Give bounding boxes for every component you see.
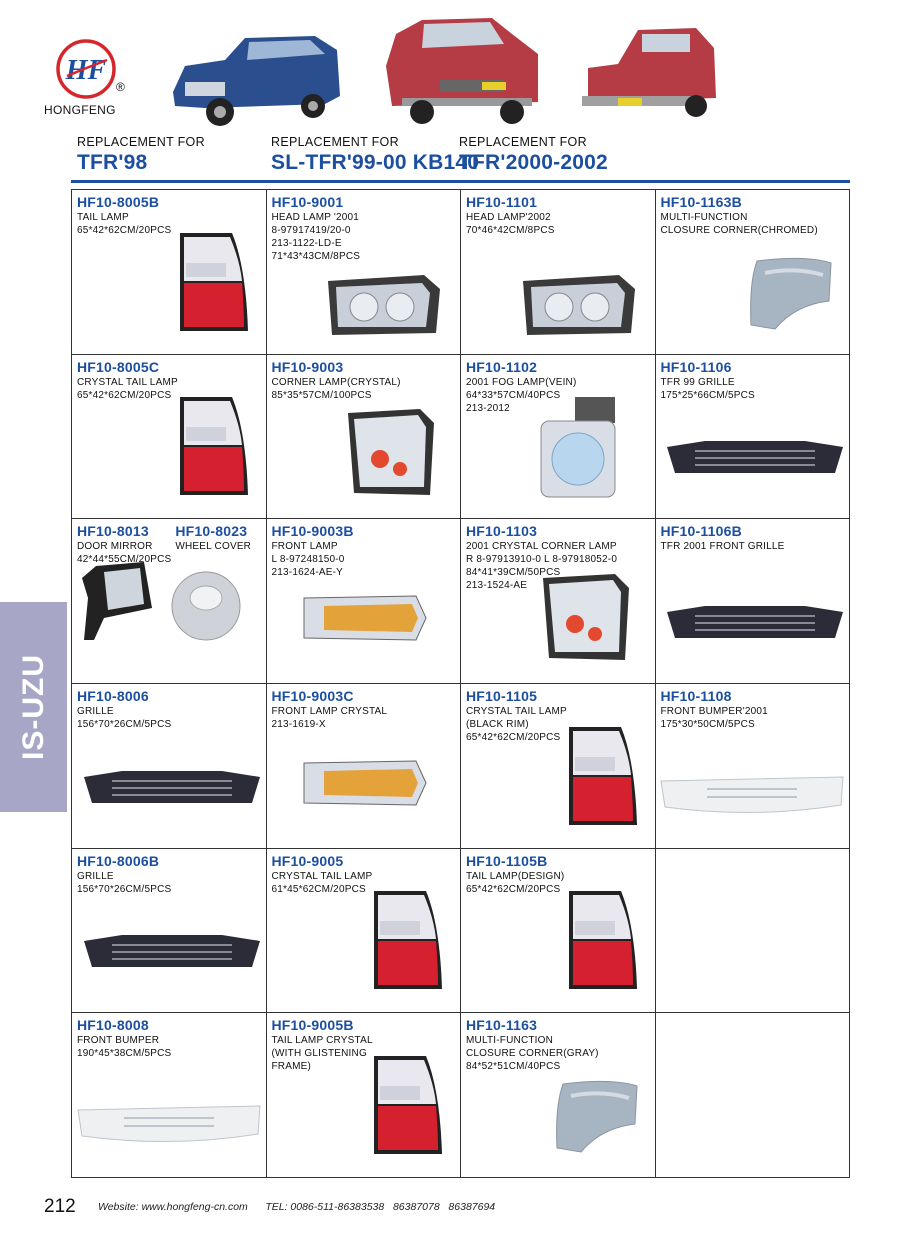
product-info	[661, 194, 845, 237]
product-info	[466, 194, 650, 237]
part-description: CRYSTAL TAIL LAMP	[466, 706, 567, 717]
part-description: 213-1122-LD-E	[271, 238, 342, 249]
part-description: 156*70*26CM/5PCS	[77, 719, 172, 730]
registered-mark: ®	[116, 80, 125, 94]
product-cell	[72, 190, 267, 355]
product-info	[77, 688, 261, 731]
part-code: HF10-8005C	[77, 358, 160, 375]
part-description: TAIL LAMP CRYSTAL	[271, 1035, 373, 1047]
part-code: HF10-8013	[77, 523, 149, 540]
part-description: 70*46*42CM/8PCS	[466, 225, 555, 236]
product-cell	[461, 190, 656, 355]
header-divider	[71, 180, 850, 183]
part-code: HF10-9005	[271, 852, 344, 869]
part-description: 2001 CRYSTAL CORNER LAMP	[466, 541, 617, 553]
product-cell	[656, 519, 851, 684]
part-code: HF10-9003C	[271, 688, 354, 704]
corner-lamp-image	[340, 403, 440, 508]
part-description: L 8-97248150-0	[271, 554, 345, 566]
grille-image	[82, 763, 262, 818]
tail-lamp-image	[366, 885, 446, 1000]
product-cell	[656, 355, 851, 520]
front-lamp-image	[300, 588, 430, 653]
grille-image	[665, 433, 845, 488]
part-code: HF10-9005B	[271, 1017, 354, 1034]
replacement-label: REPLACEMENT FOR	[459, 135, 587, 149]
part-description: 2001 FOG LAMP(VEIN)	[466, 376, 577, 388]
empty-cell	[656, 1013, 851, 1178]
replacement-label: REPLACEMENT FOR	[271, 135, 399, 149]
product-cell	[461, 355, 656, 520]
part-description: (WITH GLISTENING	[271, 1048, 367, 1060]
part-description: HEAD LAMP '2001	[271, 212, 360, 223]
product-info	[272, 194, 456, 263]
closure-corner-image	[745, 253, 835, 338]
product-cell	[461, 849, 656, 1014]
part-description: 213-1524-AE	[466, 580, 528, 592]
red-pickup-truck-image	[382, 14, 542, 128]
part-code: HF10-1105B	[466, 852, 548, 869]
part-description: WHEEL COVER	[175, 541, 252, 553]
part-description: TAIL LAMP(DESIGN)	[466, 870, 565, 882]
product-cell	[72, 355, 267, 520]
part-description: 8-97917419/20-0	[271, 225, 351, 236]
part-code: HF10-1106B	[660, 523, 742, 540]
model-name: TFR'98	[77, 151, 148, 174]
part-description: 156*70*26CM/5PCS	[77, 883, 172, 895]
part-description: 213-1624-AE-Y	[271, 567, 344, 579]
part-code: HF10-1163B	[660, 194, 742, 210]
product-info	[272, 523, 456, 579]
part-code: HF10-9003	[271, 358, 344, 375]
page-number: 212	[44, 1196, 76, 1217]
part-code: HF10-1163	[466, 1017, 538, 1034]
part-description: TFR 2001 FRONT GRILLE	[660, 541, 785, 553]
part-description: 65*42*62CM/20PCS	[466, 883, 561, 895]
part-description: 61*45*62CM/20PCS	[271, 883, 366, 895]
part-code: HF10-8005B	[77, 194, 160, 210]
product-cell	[656, 190, 851, 355]
product-cell	[461, 684, 656, 849]
svg-text:HF: HF	[65, 55, 107, 86]
part-description: MULTI-FUNCTION	[466, 1035, 554, 1047]
part-code: HF10-8006B	[77, 852, 160, 869]
part-description: FRAME)	[271, 1061, 312, 1073]
tail-lamp-image	[172, 391, 252, 506]
product-cell	[267, 684, 462, 849]
head-lamp-image	[519, 269, 639, 344]
fog-lamp-image	[535, 395, 625, 510]
model-name: TFR'2000-2002	[459, 151, 608, 174]
product-info	[661, 688, 845, 731]
tel-text: TEL: 0086-511-86383538 86387078 86387694	[265, 1201, 496, 1213]
product-cell	[267, 1013, 462, 1178]
product-cell	[72, 849, 267, 1014]
part-description: FRONT BUMPER'2001	[660, 706, 768, 717]
door-mirror-and-wheel-cover-image	[74, 558, 244, 653]
part-description: 213-2012	[466, 402, 510, 414]
part-description: DOOR MIRROR	[77, 541, 153, 553]
brand-name: HONGFENG	[44, 103, 116, 117]
corner-lamp-image	[535, 568, 635, 673]
part-description: HEAD LAMP'2002	[466, 212, 551, 223]
part-description: 175*30*50CM/5PCS	[660, 719, 755, 730]
product-info	[661, 359, 845, 402]
tail-lamp-image	[561, 721, 641, 836]
tail-lamp-image	[172, 227, 252, 342]
part-description: MULTI-FUNCTION	[660, 212, 748, 223]
front-lamp-image	[300, 753, 430, 818]
closure-corner-image	[551, 1076, 641, 1161]
product-cell	[72, 519, 267, 684]
product-cell	[267, 519, 462, 684]
part-description: TAIL LAMP	[77, 212, 129, 223]
website-text: Website: www.hongfeng-cn.com	[98, 1201, 248, 1213]
part-description: FRONT LAMP CRYSTAL	[271, 706, 388, 717]
part-code: HF10-1105	[466, 688, 538, 704]
product-cell	[267, 355, 462, 520]
part-description: 64*33*57CM/40PCS	[466, 389, 561, 401]
blue-pickup-truck-image	[165, 26, 345, 130]
part-description: GRILLE	[77, 706, 114, 717]
part-description: 85*35*57CM/100PCS	[271, 389, 372, 401]
part-description: 65*42*62CM/20PCS	[77, 225, 172, 236]
part-description: TFR 99 GRILLE	[660, 376, 735, 388]
part-description: CRYSTAL TAIL LAMP	[77, 376, 178, 388]
part-code: HF10-8023	[175, 523, 248, 540]
part-code: HF10-1106	[660, 358, 732, 375]
side-tab	[0, 602, 67, 812]
product-cell	[267, 849, 462, 1014]
part-description: 190*45*38CM/5PCS	[77, 1048, 172, 1060]
part-description: CLOSURE CORNER(CHROMED)	[660, 225, 818, 236]
product-cell	[461, 519, 656, 684]
grille-image	[82, 927, 262, 982]
part-description: 175*25*66CM/5PCS	[660, 389, 755, 401]
part-code: HF10-9003B	[271, 523, 354, 540]
product-cell	[267, 190, 462, 355]
part-description: (BLACK RIM)	[466, 719, 529, 730]
part-description: 65*42*62CM/20PCS	[466, 732, 561, 743]
product-info	[272, 359, 456, 402]
replacement-header-1	[77, 135, 205, 175]
hongfeng-logo	[55, 38, 117, 100]
part-description: 65*42*62CM/20PCS	[77, 389, 172, 401]
part-code: HF10-1103	[466, 523, 538, 540]
part-description: GRILLE	[77, 870, 114, 882]
product-info	[272, 688, 456, 731]
product-info	[466, 1017, 650, 1073]
replacement-header-2	[271, 135, 479, 175]
side-tab-label: IS-UZU	[16, 654, 50, 760]
bumper-image	[657, 771, 847, 826]
part-code: HF10-8008	[77, 1017, 149, 1034]
empty-cell	[656, 849, 851, 1014]
part-description: 84*41*39CM/50PCS	[466, 567, 561, 579]
part-code: HF10-1102	[466, 358, 538, 375]
tail-lamp-image	[561, 885, 641, 1000]
part-description: FRONT LAMP	[271, 541, 338, 553]
model-name: SL-TFR'99-00 KB140	[271, 151, 480, 174]
part-description: CRYSTAL TAIL LAMP	[271, 870, 373, 882]
part-description: R 8-97913910-0 L 8-97918052-0	[466, 554, 618, 566]
head-lamp-image	[324, 269, 444, 344]
part-code: HF10-8006	[77, 688, 149, 704]
product-cell	[461, 1013, 656, 1178]
part-code: HF10-1108	[660, 688, 732, 704]
tail-lamp-image	[366, 1050, 446, 1165]
bumper-image	[74, 1100, 264, 1155]
part-description: 213-1619-X	[271, 719, 326, 730]
part-description: 84*52*51CM/40PCS	[466, 1061, 561, 1073]
part-code: HF10-1101	[466, 194, 538, 210]
part-description: 42*44*55CM/20PCS	[77, 554, 172, 566]
part-code: HF10-9001	[271, 194, 344, 210]
part-description: CLOSURE CORNER(GRAY)	[466, 1048, 599, 1060]
product-cell	[656, 684, 851, 849]
part-description: 71*43*43CM/8PCS	[271, 251, 361, 262]
replacement-label: REPLACEMENT FOR	[77, 135, 205, 149]
part-description: FRONT BUMPER	[77, 1035, 160, 1047]
footer-contact	[98, 1201, 495, 1213]
part-description: CORNER LAMP(CRYSTAL)	[271, 376, 401, 388]
red-pickup-rear-image	[578, 26, 720, 120]
grille-image	[665, 598, 845, 653]
product-cell	[72, 1013, 267, 1178]
product-info	[661, 523, 845, 553]
product-grid	[71, 189, 850, 1178]
product-cell	[72, 684, 267, 849]
product-info	[77, 853, 261, 896]
replacement-header-3	[459, 135, 608, 175]
product-info	[77, 1017, 261, 1060]
